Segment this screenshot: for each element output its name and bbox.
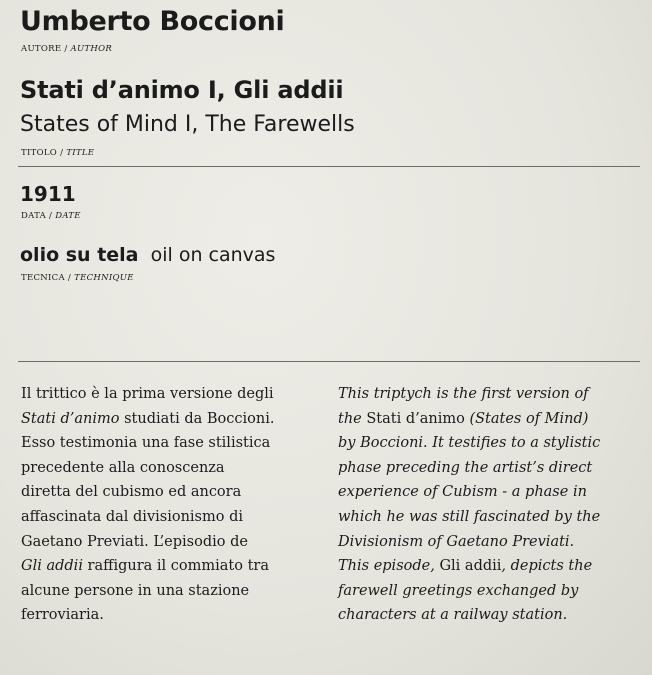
description-line: by Boccioni. It testifies to a stylistic bbox=[338, 435, 601, 452]
title-label: TITOLO / TITLE bbox=[21, 148, 95, 158]
description-italian bbox=[21, 382, 274, 628]
description-line: diretta del cubismo ed ancora bbox=[21, 484, 242, 501]
description-line: ferroviaria. bbox=[21, 607, 104, 624]
date-label: DATA / DATE bbox=[21, 211, 81, 221]
description-line: which he was still fascinated by the bbox=[338, 508, 601, 525]
emphasis-text: Stati d’animo bbox=[21, 410, 120, 427]
description-line: farewell greetings exchanged by bbox=[338, 582, 579, 599]
description-line: alcune persone in una stazione bbox=[21, 582, 250, 599]
title-english: States of Mind I, The Farewells bbox=[20, 112, 355, 137]
description-line: Divisionism of Gaetano Previati. bbox=[338, 533, 575, 550]
description-line: Gli addii raffigura il commiato tra bbox=[21, 558, 269, 575]
technique bbox=[20, 244, 275, 266]
emphasis-text: Gli addii bbox=[439, 558, 502, 575]
description-line: This triptych is the first version of bbox=[338, 386, 589, 402]
technique-label: TECNICA / TECHNIQUE bbox=[21, 273, 134, 283]
emphasis-text: Gli addii bbox=[21, 558, 83, 575]
technique-english: oil on canvas bbox=[150, 244, 276, 266]
emphasis-text: Stati d’animo bbox=[366, 410, 465, 427]
divider-top bbox=[18, 166, 640, 167]
description-line: characters at a railway station. bbox=[338, 607, 568, 624]
date-value: 1911 bbox=[20, 182, 76, 206]
description-line: experience of Cubism - a phase in bbox=[338, 484, 587, 501]
title-italian: Stati d’animo I, Gli addii bbox=[20, 76, 344, 104]
description-line: Gaetano Previati. L’episodio de bbox=[21, 533, 248, 550]
artist-name: Umberto Boccioni bbox=[20, 6, 285, 37]
description-line: affascinata dal divisionismo di bbox=[21, 508, 244, 525]
description-line: Il trittico è la prima versione degli bbox=[21, 386, 274, 402]
technique-italian: olio su tela bbox=[20, 244, 139, 266]
description-line: Stati d’animo studiati da Boccioni. bbox=[21, 410, 275, 427]
author-label: AUTORE / AUTHOR bbox=[21, 44, 113, 54]
divider-bottom bbox=[18, 361, 640, 362]
description-line: the Stati d’animo (States of Mind) bbox=[338, 410, 589, 427]
description-english bbox=[338, 382, 600, 628]
description-line: precedente alla conoscenza bbox=[21, 459, 225, 476]
description-line: Esso testimonia una fase stilistica bbox=[21, 435, 271, 452]
description-line: phase preceding the artist’s direct bbox=[338, 459, 593, 476]
description-line: This episode, Gli addii, depicts the bbox=[338, 558, 593, 575]
